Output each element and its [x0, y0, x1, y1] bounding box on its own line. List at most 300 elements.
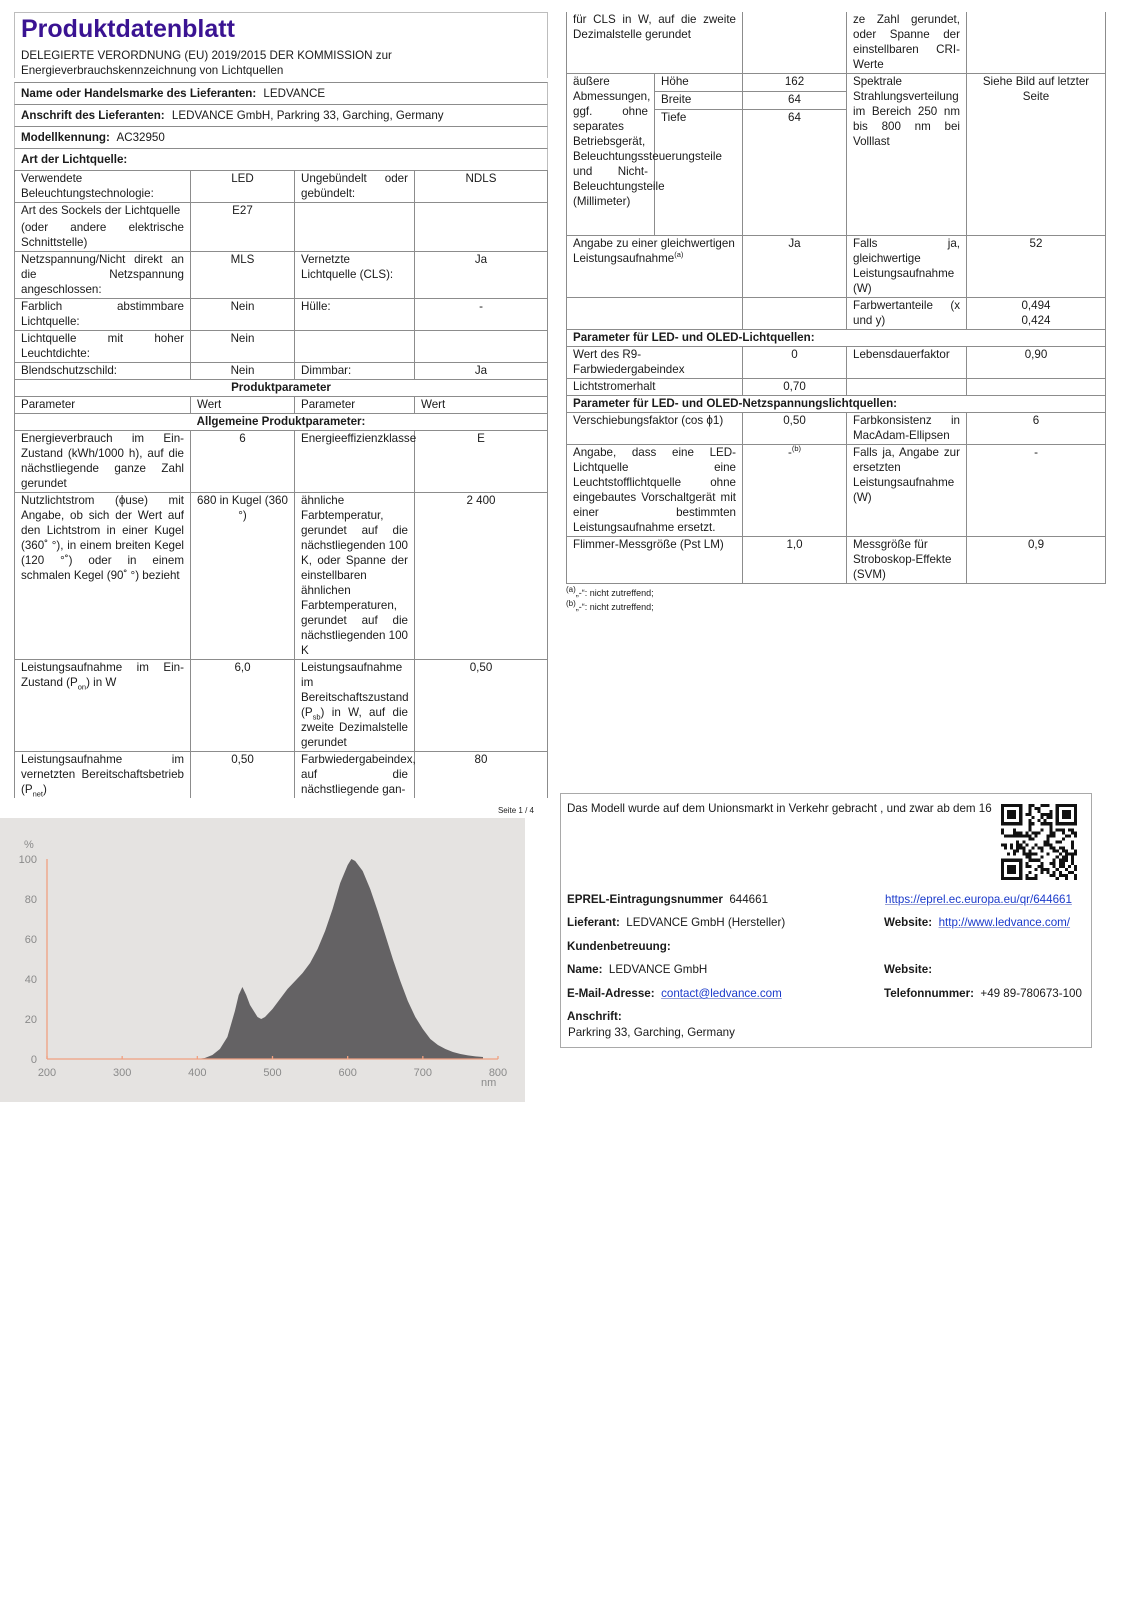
qr-module [1053, 847, 1056, 850]
qr-module [1068, 853, 1071, 856]
value-cell: - [415, 299, 548, 331]
qr-module [1001, 822, 1022, 825]
qr-module [1034, 877, 1037, 880]
param-cell: ähnliche Farbtemperatur, gerundet auf die nächstliegenden 100 K, oder Spanne der einstellbaren ähnlichen Farbtemperaturen, gerundet auf die nächstliegenden 100 K [295, 493, 415, 660]
subtitle-line-2: Energieverbrauchskennzeichnung von Lichtquellen [21, 64, 284, 77]
customer-service-label [567, 940, 671, 953]
qr-module [1059, 871, 1062, 874]
light-source-type-row [14, 148, 548, 170]
qr-module [1074, 877, 1077, 880]
y-tick-label: 100 [18, 854, 37, 866]
value-cell [743, 298, 847, 330]
phone-label: Telefonnummer: [884, 987, 974, 1000]
qr-module [1019, 834, 1022, 837]
value-cell: Nein [191, 363, 295, 380]
value-cell: Ja [415, 363, 548, 380]
qr-module [1025, 877, 1028, 880]
qr-module [1037, 847, 1040, 850]
param-cell: Farbwertanteile (x und y) [847, 298, 967, 330]
qr-module [1037, 807, 1040, 810]
table-row [15, 171, 548, 203]
qr-module [1013, 853, 1016, 856]
qr-module [1053, 834, 1056, 837]
supplier-name-label: Name oder Handelsmarke des Lieferanten: [21, 87, 257, 100]
model-value: AC32950 [116, 131, 165, 144]
spectral-distribution-chart [0, 818, 525, 1102]
param-cell: Dimmbar: [295, 363, 415, 380]
param-cell: Lichtquelle mit hoher Leuchtdichte: [15, 331, 191, 363]
qr-module [1059, 840, 1062, 843]
qr-module [1041, 856, 1044, 859]
qr-module [1019, 804, 1022, 825]
qr-module [1050, 847, 1053, 850]
qr-module [1047, 837, 1050, 840]
qr-module [1034, 807, 1037, 810]
qr-module [1071, 844, 1074, 847]
qr-module [1028, 834, 1031, 837]
section-title-produktparameter: Produktparameter [15, 380, 548, 397]
qr-module [1062, 865, 1065, 868]
model-label: Modellkennung: [21, 131, 110, 144]
qr-module [1016, 834, 1019, 837]
param-text: Leistungsaufnahme im Bereitschaftszustand (P [301, 661, 409, 719]
param-cell: Nutzlichtstrom (ϕuse) mit Angabe, ob sich der Wert auf den Lichtstrom in einer Kugel (360˚ °), in einem breiten Kegel (120 °˚) oder in einem schmalen Kegel (90˚ °) bezieht [15, 493, 191, 660]
dimension-name: Breite [655, 92, 743, 110]
value-cell: 0,9 [967, 537, 1106, 584]
qr-module [1074, 804, 1077, 825]
param-cell: Ungebündelt oder gebündelt: [295, 171, 415, 203]
qr-module [1050, 822, 1053, 825]
qr-module [1034, 831, 1037, 834]
footnotes [566, 586, 1106, 614]
qr-module [1071, 828, 1074, 831]
table-row [567, 413, 1106, 445]
qr-module [1031, 831, 1034, 834]
qr-module [1037, 865, 1040, 868]
qr-module [1031, 859, 1034, 862]
qr-module [1007, 853, 1010, 856]
qr-module [1056, 828, 1059, 831]
qr-module [1050, 828, 1053, 831]
subscript: on [77, 682, 87, 692]
value-cell [743, 445, 847, 537]
qr-module [1010, 844, 1013, 847]
column-header-row [15, 397, 548, 414]
qr-module [1034, 853, 1037, 856]
phone-value: +49 89-780673-100 [980, 987, 1082, 1000]
qr-module [1050, 831, 1053, 834]
qr-module [1041, 804, 1044, 807]
qr-module [1047, 822, 1050, 825]
qr-module [1053, 871, 1056, 874]
qr-module [1050, 816, 1053, 819]
website-label: Website: [884, 916, 933, 929]
param-cell [847, 379, 967, 396]
x-tick-label: 800 [488, 1067, 508, 1079]
qr-module [1050, 844, 1053, 847]
param-cell: Lichtstromerhalt [567, 379, 743, 396]
x-tick-label: 400 [188, 1067, 207, 1079]
dimensions-label: äußere Abmessungen, ggf. ohne separates Betriebsgerät, Beleuchtungssteuerungsteile und Nicht-Beleuchtungsteile (Millimeter) [567, 74, 655, 236]
qr-module [1047, 844, 1050, 847]
qr-module [1062, 831, 1065, 834]
qr-module [1053, 874, 1056, 877]
chromaticity-y: 0,424 [1021, 314, 1051, 327]
qr-module [1041, 847, 1044, 850]
qr-module [1016, 831, 1019, 834]
chromaticity-x: 0,494 [1021, 299, 1051, 312]
qr-module [1034, 844, 1037, 847]
qr-module [1047, 871, 1050, 874]
qr-module [1044, 844, 1047, 847]
param-text: Angabe zu einer gleichwertigen Leistungsaufnahme [573, 237, 735, 265]
param-cell: Netzspannung/Nicht direkt an die Netzspannung angeschlossen: [15, 252, 191, 299]
qr-module [1053, 865, 1056, 868]
qr-module [1041, 813, 1044, 816]
qr-module [1059, 859, 1062, 862]
qr-code-icon[interactable] [1001, 804, 1077, 880]
value-cell: 6 [191, 431, 295, 493]
param-cell [15, 660, 191, 752]
qr-module [1001, 804, 1022, 807]
supplier-address-label: Anschrift des Lieferanten: [21, 109, 165, 122]
contact-name-value: LEDVANCE GmbH [608, 963, 708, 976]
dimension-value: 64 [743, 110, 847, 236]
qr-module [1062, 859, 1065, 862]
section-header-row [567, 330, 1106, 347]
section-title-general: Allgemeine Produktparameter: [15, 414, 548, 431]
table-row [567, 445, 1106, 537]
supplier-address-value: LEDVANCE GmbH, Parkring 33, Garching, Germany [171, 109, 444, 122]
qr-module [1041, 862, 1044, 865]
email-row [567, 987, 782, 1000]
param-cell [15, 752, 191, 799]
qr-module [1001, 844, 1004, 847]
qr-module [1050, 874, 1053, 877]
table-row [567, 12, 1106, 74]
website-row [884, 916, 1070, 929]
qr-module [1053, 831, 1056, 834]
qr-module [1025, 813, 1028, 816]
table-row [15, 331, 548, 363]
qr-module [1071, 856, 1074, 859]
footnote-mark: (a) [566, 585, 576, 594]
qr-module [1028, 837, 1031, 840]
param-cell: Farbwiedergabeindex, auf die nächstliegende gan- [295, 752, 415, 799]
qr-module [1050, 825, 1053, 828]
qr-module [1071, 847, 1074, 850]
y-ticks [19, 854, 37, 1066]
qr-module [1028, 810, 1031, 813]
qr-module [1016, 840, 1019, 843]
qr-module [1062, 850, 1065, 853]
qr-module [1059, 847, 1062, 850]
qr-module [1001, 828, 1004, 831]
value-cell: 52 [967, 236, 1106, 298]
qr-module [1044, 840, 1047, 843]
qr-module [1022, 847, 1025, 850]
param-cell: Spektrale Strahlungsverteilung im Bereich 250 nm bis 800 nm bei Volllast [847, 74, 967, 236]
qr-module [1065, 877, 1068, 880]
qr-module [1047, 840, 1050, 843]
value-cell: LED [191, 171, 295, 203]
qr-module [1001, 859, 1004, 880]
value-cell: 680 in Kugel (360 °) [191, 493, 295, 660]
qr-module [1071, 831, 1074, 834]
qr-module [1028, 825, 1031, 828]
qr-module [1031, 822, 1034, 825]
qr-module [1062, 828, 1065, 831]
value-cell [415, 203, 548, 252]
qr-module [1062, 810, 1071, 819]
value-cell: 0 [743, 347, 847, 379]
qr-module [1074, 865, 1077, 868]
param-cell [295, 203, 415, 252]
section-title-mains: Parameter für LED- und OLED-Netzspannungslichtquellen: [567, 396, 1106, 413]
qr-module [1034, 859, 1037, 862]
qr-module [1034, 834, 1037, 837]
qr-module [1068, 865, 1071, 868]
qr-module [1019, 847, 1022, 850]
table-row [15, 252, 548, 299]
datasheet-left-column [14, 12, 548, 798]
param-cell: ze Zahl gerundet, oder Spanne der einstellbaren CRI-Werte [847, 12, 967, 74]
qr-module [1071, 871, 1074, 874]
address-label: Anschrift: [567, 1010, 622, 1023]
table-row [567, 537, 1106, 584]
qr-module [1028, 865, 1031, 868]
param-text: ) [43, 783, 47, 796]
qr-module [1037, 859, 1040, 862]
qr-module [1056, 856, 1059, 859]
qr-module [1016, 844, 1019, 847]
qr-module [1028, 856, 1031, 859]
param-cell: Farbkonsistenz in MacAdam-Ellipsen [847, 413, 967, 445]
x-tick-label: 200 [37, 1067, 57, 1079]
qr-module [1028, 822, 1031, 825]
footnote-text: „-“: nicht zutreffend; [575, 588, 654, 598]
qr-module [1004, 834, 1007, 837]
qr-module [1007, 810, 1016, 819]
qr-module [1034, 874, 1037, 877]
value-cell [967, 298, 1106, 330]
spectrum-area [197, 859, 483, 1059]
param-cell: für CLS in W, auf die zweite Dezimalstelle gerundet [567, 12, 743, 74]
header-box [14, 12, 548, 78]
qr-module [1053, 850, 1056, 853]
qr-module [1068, 871, 1071, 874]
value-cell: Ja [415, 252, 548, 299]
column-header-parameter: Parameter [295, 397, 415, 414]
value-cell: 0,50 [191, 752, 295, 799]
email-link[interactable]: contact@ledvance.com [661, 987, 782, 1000]
qr-module [1004, 844, 1007, 847]
param-cell [295, 331, 415, 363]
y-tick-label: 0 [30, 1054, 37, 1066]
section-header-row [15, 380, 548, 397]
qr-module [1041, 868, 1044, 871]
qr-module [1025, 856, 1028, 859]
param-cell: Angabe, dass eine LED-Lichtquelle eine Leuchtstofflichtquelle ohne eingebautes Vorschaltgerät mit einer bestimmten Leistungsaufnahme ersetzt. [567, 445, 743, 537]
value-cell: 6,0 [191, 660, 295, 752]
table-row [567, 236, 1106, 298]
regulation-subtitle [21, 48, 541, 78]
qr-module [1053, 859, 1056, 862]
qr-module [1001, 859, 1022, 862]
y-tick-label: 60 [24, 934, 37, 946]
customer-service-heading: Kundenbetreuung: [567, 940, 671, 953]
qr-module [1068, 828, 1071, 831]
qr-module [1037, 831, 1040, 834]
qr-module [1007, 834, 1010, 837]
param-cell: Farblich abstimmbare Lichtquelle: [15, 299, 191, 331]
qr-module [1025, 831, 1028, 834]
table-row [15, 431, 548, 493]
x-tick-label: 500 [263, 1067, 282, 1079]
qr-module [1047, 804, 1050, 807]
contact-name-row [567, 963, 707, 976]
qr-module [1041, 850, 1044, 853]
value-cell: - [967, 445, 1106, 537]
qr-module [1050, 813, 1053, 816]
footnote-b [566, 600, 1106, 614]
qr-module [1056, 804, 1059, 825]
qr-module [1028, 877, 1031, 880]
value-cell: 0,50 [415, 660, 548, 752]
footnote-text: „-“: nicht zutreffend; [575, 602, 654, 612]
dimensions-row [567, 74, 1106, 92]
footnote-ref: (a) [674, 250, 684, 260]
table-row [567, 347, 1106, 379]
datasheet-right-column [566, 12, 1106, 614]
qr-module [1028, 850, 1031, 853]
qr-module [1028, 819, 1031, 822]
qr-module [1062, 847, 1065, 850]
param-cell: Hülle: [295, 299, 415, 331]
qr-module [1041, 865, 1044, 868]
param-cell [15, 203, 191, 252]
qr-module [1022, 850, 1025, 853]
footnote-ref: (b) [791, 444, 802, 454]
qr-module [1016, 847, 1019, 850]
value-cell: 0,90 [967, 347, 1106, 379]
qr-module [1050, 834, 1053, 837]
qr-module [1004, 847, 1007, 850]
footnote-mark: (b) [566, 599, 576, 608]
subtitle-line-1: DELEGIERTE VERORDNUNG (EU) 2019/2015 DER KOMMISSION zur [21, 49, 392, 62]
value-cell: E27 [191, 203, 295, 252]
eprel-value: 644661 [729, 893, 769, 906]
qr-module [1031, 877, 1034, 880]
qr-module [1056, 850, 1059, 853]
qr-module [1010, 847, 1013, 850]
supplier-row [567, 916, 785, 929]
qr-module [1041, 871, 1044, 874]
qr-module [1071, 840, 1074, 843]
qr-module [1019, 831, 1022, 834]
qr-module [1013, 834, 1016, 837]
supplier-label: Lieferant: [567, 916, 620, 929]
qr-module [1041, 822, 1044, 825]
param-cell: Vernetzte Lichtquelle (CLS): [295, 252, 415, 299]
footnote-a [566, 586, 1106, 600]
qr-module [1062, 856, 1065, 859]
qr-module [1059, 874, 1062, 877]
qr-module [1074, 868, 1077, 871]
qr-module [1028, 828, 1031, 831]
qr-module [1059, 828, 1062, 831]
value-cell [743, 12, 847, 74]
qr-module [1025, 834, 1028, 837]
x-axis-unit-label: nm [481, 1077, 497, 1089]
value-cell: Ja [743, 236, 847, 298]
param-text: Leistungsaufnahme im vernetzten Bereitschaftsbetrieb (P [21, 753, 184, 796]
chart-svg [0, 818, 525, 1102]
qr-module [1071, 853, 1074, 856]
qr-module [1050, 810, 1053, 813]
qr-module [1019, 844, 1022, 847]
website-link[interactable]: http://www.ledvance.com/ [938, 916, 1071, 929]
qr-module [1059, 853, 1062, 856]
section-header-row [15, 414, 548, 431]
qr-module [1044, 813, 1047, 816]
page-title: Produktdatenblatt [21, 15, 235, 43]
dimension-name: Tiefe [655, 110, 743, 236]
qr-module [1025, 853, 1028, 856]
value-cell: Nein [191, 331, 295, 363]
table-row [567, 298, 1106, 330]
qr-module [1047, 853, 1050, 856]
param-cell: Messgröße für Stroboskop-Effekte (SVM) [847, 537, 967, 584]
qr-module [1074, 850, 1077, 853]
qr-module [1062, 862, 1065, 865]
qr-module [1065, 834, 1068, 837]
qr-module [1001, 804, 1004, 825]
page-number: Seite 1 / 4 [497, 806, 534, 815]
qr-module [1031, 816, 1034, 819]
phone-row [884, 987, 1082, 1000]
value-cell: 0,50 [743, 413, 847, 445]
table-row [15, 660, 548, 752]
qr-module [1016, 850, 1019, 853]
qr-module [1022, 840, 1025, 843]
value-cell: Nein [191, 299, 295, 331]
param-text: ) in W, auf die zweite Dezimalstelle gerundet [301, 706, 408, 749]
qr-module [1022, 834, 1025, 837]
table-row [15, 752, 548, 799]
qr-module [1056, 822, 1077, 825]
qr-module [1071, 859, 1074, 862]
qr-module [1001, 831, 1004, 834]
qr-module [1074, 853, 1077, 856]
value-cell: 80 [415, 752, 548, 799]
address-value: Parkring 33, Garching, Germany [568, 1026, 735, 1039]
qr-module [1013, 850, 1016, 853]
supplier-name-row [14, 82, 548, 104]
qr-module [1028, 871, 1031, 874]
supplier-value: LEDVANCE GmbH (Hersteller) [626, 916, 786, 929]
y-axis-unit-label: % [24, 839, 34, 851]
qr-module [1044, 819, 1047, 822]
qr-module [1074, 831, 1077, 834]
param-cell: Wert des R9-Farbwiedergabeindex [567, 347, 743, 379]
qr-module [1028, 853, 1031, 856]
section-title-led: Parameter für LED- und OLED-Lichtquellen: [567, 330, 1106, 347]
value-cell: E [415, 431, 548, 493]
qr-module [1053, 862, 1056, 865]
supplier-address-row [14, 104, 548, 126]
eprel-link[interactable]: https://eprel.ec.europa.eu/qr/644661 [885, 893, 1072, 906]
